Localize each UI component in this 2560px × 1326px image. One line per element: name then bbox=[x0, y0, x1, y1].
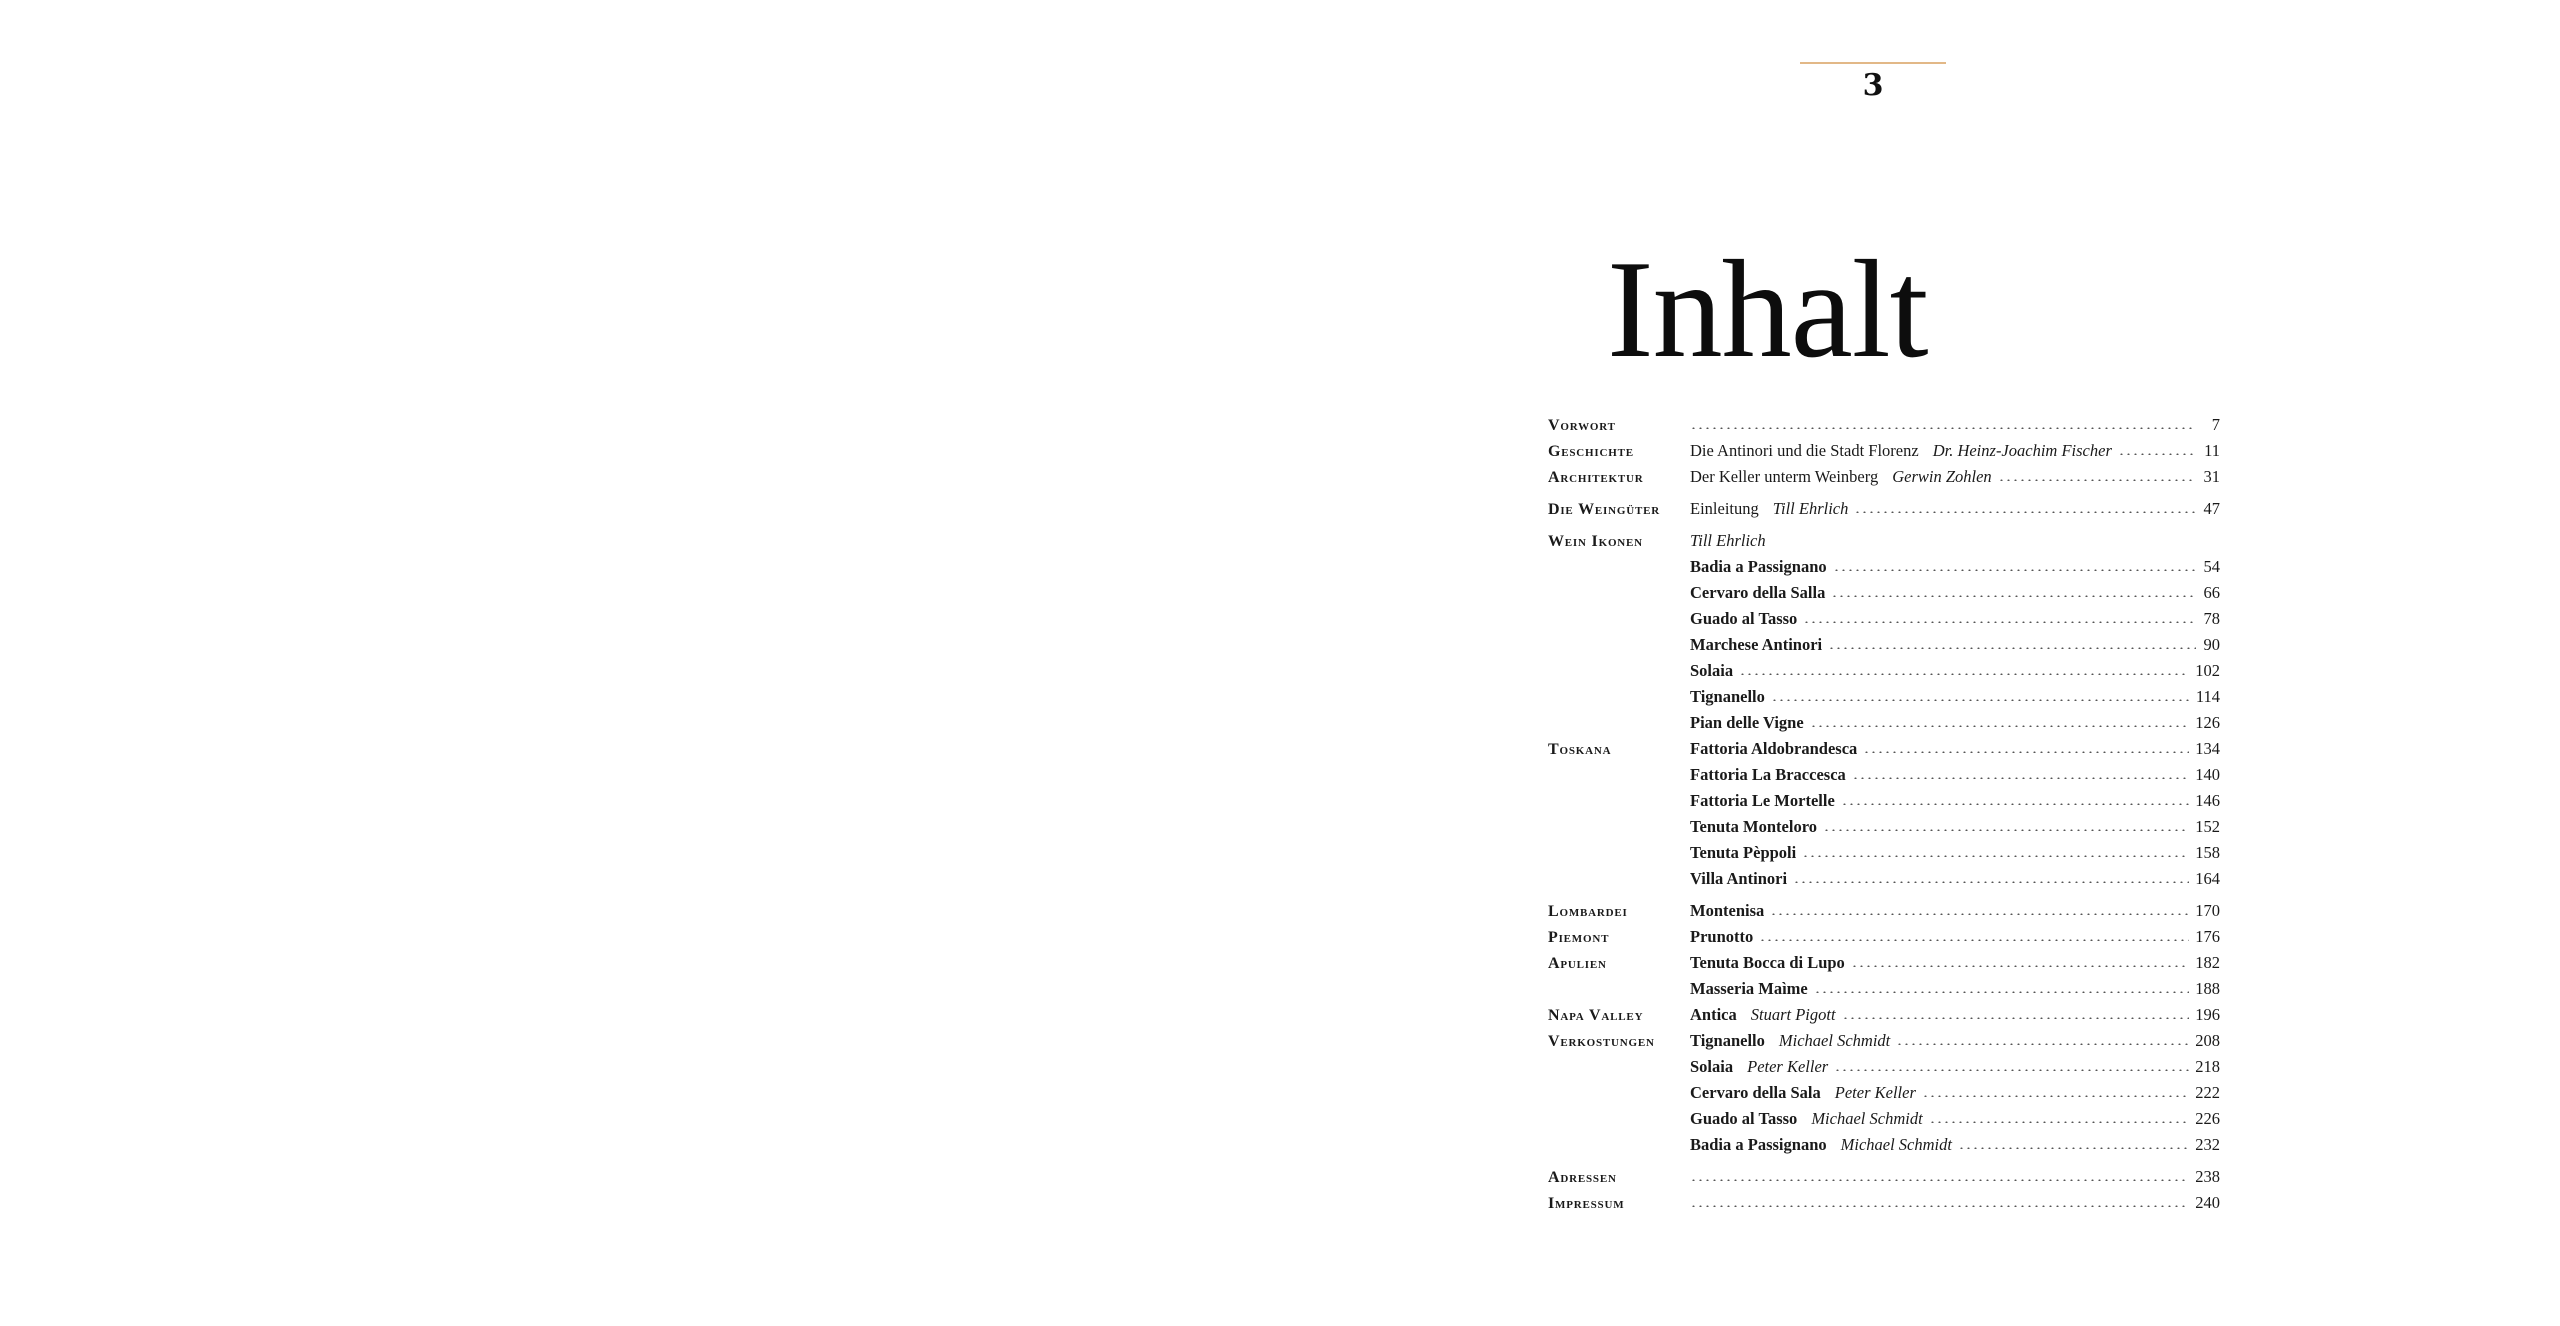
toc-entry bbox=[1690, 814, 2220, 840]
toc-section-label: Architektur bbox=[1548, 469, 1644, 486]
toc-section-label: Die Weingüter bbox=[1548, 501, 1660, 518]
toc-entry-title: Cervaro della Salla bbox=[1690, 583, 1826, 602]
toc-entry bbox=[1690, 684, 2220, 710]
toc-row bbox=[1548, 1080, 2220, 1106]
toc-page-number: 126 bbox=[2195, 713, 2220, 732]
toc-entry bbox=[1690, 412, 2220, 438]
toc-entry bbox=[1690, 840, 2220, 866]
toc-row bbox=[1548, 976, 2220, 1002]
toc-entry bbox=[1690, 438, 2220, 464]
toc-entry-author: Michael Schmidt bbox=[1840, 1135, 1952, 1154]
toc-dot-leader bbox=[1814, 991, 2190, 993]
toc-row bbox=[1548, 632, 2220, 658]
toc-row bbox=[1548, 1054, 2220, 1080]
toc-entry-title: Tenuta Monteloro bbox=[1690, 817, 1817, 836]
toc-dot-leader bbox=[1896, 1043, 2189, 1045]
toc-entry bbox=[1690, 580, 2220, 606]
toc-entry bbox=[1690, 1002, 2220, 1028]
toc-page-number: 238 bbox=[2195, 1167, 2220, 1186]
toc-row bbox=[1548, 840, 2220, 866]
toc-entry-author: Till Ehrlich bbox=[1690, 531, 1766, 550]
toc-dot-leader bbox=[1833, 569, 2196, 571]
toc-dot-leader bbox=[1842, 1017, 2190, 1019]
toc-entry-title: Die Antinori und die Stadt Florenz bbox=[1690, 441, 1919, 460]
toc-entry-title: Pian delle Vigne bbox=[1690, 713, 1804, 732]
toc-entry bbox=[1690, 496, 2220, 522]
toc-entry-title: Tenuta Bocca di Lupo bbox=[1690, 953, 1845, 972]
toc-page-number: 31 bbox=[2203, 467, 2220, 486]
toc-page-number: 114 bbox=[2195, 687, 2220, 706]
toc-page-number: 7 bbox=[2211, 415, 2220, 434]
toc-entry-title: Fattoria La Braccesca bbox=[1690, 765, 1846, 784]
toc-row bbox=[1548, 606, 2220, 632]
toc-entry bbox=[1690, 950, 2220, 976]
toc-entry bbox=[1690, 710, 2220, 736]
toc-page-number: 164 bbox=[2195, 869, 2220, 888]
toc-page-number: 54 bbox=[2203, 557, 2220, 576]
toc-dot-leader bbox=[1771, 699, 2190, 701]
toc-row bbox=[1548, 464, 2220, 490]
toc-entry bbox=[1690, 554, 2220, 580]
toc-entry bbox=[1690, 1054, 2220, 1080]
toc-entry-title: Badia a Passignano bbox=[1690, 1135, 1827, 1154]
toc-dot-leader bbox=[1690, 1179, 2189, 1181]
toc-page-number: 188 bbox=[2195, 979, 2220, 998]
toc-row bbox=[1548, 496, 2220, 522]
toc-entry-title: Guado al Tasso bbox=[1690, 1109, 1798, 1128]
toc-row bbox=[1548, 866, 2220, 892]
toc-row bbox=[1548, 1106, 2220, 1132]
table-of-contents bbox=[1548, 412, 2220, 1216]
toc-entry bbox=[1690, 788, 2220, 814]
toc-dot-leader bbox=[1851, 965, 2189, 967]
toc-dot-leader bbox=[1834, 1069, 2189, 1071]
toc-entry bbox=[1690, 1028, 2220, 1054]
toc-entry bbox=[1690, 762, 2220, 788]
toc-row bbox=[1548, 1002, 2220, 1028]
toc-entry-author: Peter Keller bbox=[1834, 1083, 1916, 1102]
toc-entry bbox=[1690, 658, 2220, 684]
toc-page-number: 47 bbox=[2203, 499, 2220, 518]
toc-section-label: Piemont bbox=[1548, 929, 1610, 946]
toc-entry-title: Prunotto bbox=[1690, 927, 1754, 946]
toc-entry-title: Solaia bbox=[1690, 1057, 1734, 1076]
toc-dot-leader bbox=[1998, 479, 2196, 481]
toc-entry-title: Villa Antinori bbox=[1690, 869, 1788, 888]
toc-section-label: Lombardei bbox=[1548, 903, 1628, 920]
page-number-rule bbox=[1800, 62, 1946, 64]
toc-entry-title: Masseria Maìme bbox=[1690, 979, 1808, 998]
toc-entry bbox=[1690, 736, 2220, 762]
toc-page-number: 90 bbox=[2203, 635, 2220, 654]
toc-section-label: Impressum bbox=[1548, 1195, 1625, 1212]
toc-entry-title: Solaia bbox=[1690, 661, 1734, 680]
toc-entry-author: Till Ehrlich bbox=[1772, 499, 1849, 518]
toc-section-label: Verkostungen bbox=[1548, 1033, 1655, 1050]
toc-page-number: 226 bbox=[2195, 1109, 2220, 1128]
toc-row bbox=[1548, 898, 2220, 924]
toc-entry-author: Peter Keller bbox=[1747, 1057, 1829, 1076]
toc-entry bbox=[1690, 1106, 2220, 1132]
toc-page-number: 140 bbox=[2195, 765, 2220, 784]
toc-entry bbox=[1690, 866, 2220, 892]
toc-row bbox=[1548, 580, 2220, 606]
toc-dot-leader bbox=[2118, 453, 2196, 455]
toc-page-number: 176 bbox=[2195, 927, 2220, 946]
toc-entry-title: Guado al Tasso bbox=[1690, 609, 1798, 628]
toc-page-number: 134 bbox=[2195, 739, 2220, 758]
toc-dot-leader bbox=[1793, 881, 2189, 883]
toc-entry-author: Michael Schmidt bbox=[1811, 1109, 1923, 1128]
toc-entry bbox=[1690, 606, 2220, 632]
toc-page-number: 146 bbox=[2195, 791, 2220, 810]
toc-entry bbox=[1690, 924, 2220, 950]
toc-page-number: 66 bbox=[2203, 583, 2220, 602]
toc-dot-leader bbox=[1690, 1205, 2189, 1207]
toc-entry-author: Stuart Pigott bbox=[1750, 1005, 1836, 1024]
toc-row bbox=[1548, 1132, 2220, 1158]
toc-section-label: Wein Ikonen bbox=[1548, 533, 1643, 550]
toc-entry bbox=[1690, 1080, 2220, 1106]
toc-page-number: 102 bbox=[2195, 661, 2220, 680]
toc-entry bbox=[1690, 464, 2220, 490]
page-number: 3 bbox=[1862, 68, 1884, 103]
toc-entry-author: Dr. Heinz-Joachim Fischer bbox=[1932, 441, 2112, 460]
toc-dot-leader bbox=[1739, 673, 2189, 675]
toc-row bbox=[1548, 788, 2220, 814]
toc-row bbox=[1548, 658, 2220, 684]
toc-page-number: 182 bbox=[2195, 953, 2220, 972]
toc-dot-leader bbox=[1958, 1147, 2189, 1149]
toc-page-number: 158 bbox=[2195, 843, 2220, 862]
toc-entry-title: Antica bbox=[1690, 1005, 1737, 1024]
toc-entry bbox=[1690, 1190, 2220, 1216]
toc-dot-leader bbox=[1770, 913, 2189, 915]
toc-row bbox=[1548, 736, 2220, 762]
toc-entry bbox=[1690, 976, 2220, 1002]
toc-dot-leader bbox=[1759, 939, 2189, 941]
toc-section-label: Napa Valley bbox=[1548, 1007, 1644, 1024]
toc-entry-title: Montenisa bbox=[1690, 901, 1765, 920]
toc-entry bbox=[1690, 1132, 2220, 1158]
toc-row bbox=[1548, 684, 2220, 710]
toc-row bbox=[1548, 950, 2220, 976]
toc-dot-leader bbox=[1852, 777, 2189, 779]
toc-page-number: 232 bbox=[2195, 1135, 2220, 1154]
toc-entry-title: Der Keller unterm Weinberg bbox=[1690, 467, 1879, 486]
toc-row bbox=[1548, 814, 2220, 840]
toc-dot-leader bbox=[1690, 427, 2196, 429]
toc-entry-title: Tenuta Pèppoli bbox=[1690, 843, 1797, 862]
toc-entry bbox=[1690, 898, 2220, 924]
toc-row bbox=[1548, 924, 2220, 950]
toc-row bbox=[1548, 1028, 2220, 1054]
toc-row bbox=[1548, 710, 2220, 736]
toc-section-label: Geschichte bbox=[1548, 443, 1634, 460]
toc-row bbox=[1548, 528, 2220, 554]
toc-row bbox=[1548, 1164, 2220, 1190]
toc-entry bbox=[1690, 632, 2220, 658]
toc-dot-leader bbox=[1841, 803, 2189, 805]
toc-entry-title: Cervaro della Sala bbox=[1690, 1083, 1821, 1102]
toc-row bbox=[1548, 438, 2220, 464]
toc-page-number: 170 bbox=[2195, 901, 2220, 920]
toc-dot-leader bbox=[1831, 595, 2196, 597]
toc-entry-author: Michael Schmidt bbox=[1778, 1031, 1891, 1050]
toc-entry-title: Einleitung bbox=[1690, 499, 1759, 518]
toc-dot-leader bbox=[1854, 511, 2196, 513]
toc-dot-leader bbox=[1810, 725, 2190, 727]
toc-row bbox=[1548, 1190, 2220, 1216]
toc-page-number: 78 bbox=[2203, 609, 2220, 628]
toc-page-number: 11 bbox=[2204, 441, 2220, 460]
toc-section-label: Adressen bbox=[1548, 1169, 1617, 1186]
toc-page-number: 222 bbox=[2195, 1083, 2220, 1102]
toc-dot-leader bbox=[1828, 647, 2196, 649]
toc-entry-title: Marchese Antinori bbox=[1690, 635, 1823, 654]
toc-dot-leader bbox=[1803, 621, 2196, 623]
toc-section-label: Apulien bbox=[1548, 955, 1607, 972]
toc-dot-leader bbox=[1802, 855, 2189, 857]
toc-page-number: 196 bbox=[2195, 1005, 2220, 1024]
toc-dot-leader bbox=[1863, 751, 2189, 753]
toc-dot-leader bbox=[1929, 1121, 2190, 1123]
toc-entry-title: Fattoria Aldobrandesca bbox=[1690, 739, 1858, 758]
toc-row bbox=[1548, 554, 2220, 580]
toc-entry bbox=[1690, 528, 2220, 554]
toc-page-number: 218 bbox=[2195, 1057, 2220, 1076]
toc-entry bbox=[1690, 1164, 2220, 1190]
toc-entry-title: Tignanello bbox=[1690, 1031, 1765, 1050]
toc-row bbox=[1548, 412, 2220, 438]
toc-section-label: Vorwort bbox=[1548, 417, 1616, 434]
toc-dot-leader bbox=[1922, 1095, 2189, 1097]
toc-row bbox=[1548, 762, 2220, 788]
toc-page-number: 240 bbox=[2195, 1193, 2220, 1212]
toc-entry-author: Gerwin Zohlen bbox=[1892, 467, 1992, 486]
toc-section-label: Toskana bbox=[1548, 741, 1612, 758]
toc-page-number: 152 bbox=[2195, 817, 2220, 836]
toc-entry-title: Tignanello bbox=[1690, 687, 1765, 706]
page-title: Inhalt bbox=[1607, 232, 1928, 387]
toc-entry-title: Fattoria Le Mortelle bbox=[1690, 791, 1835, 810]
toc-entry-title: Badia a Passignano bbox=[1690, 557, 1827, 576]
toc-page-number: 208 bbox=[2195, 1031, 2220, 1050]
toc-dot-leader bbox=[1823, 829, 2189, 831]
